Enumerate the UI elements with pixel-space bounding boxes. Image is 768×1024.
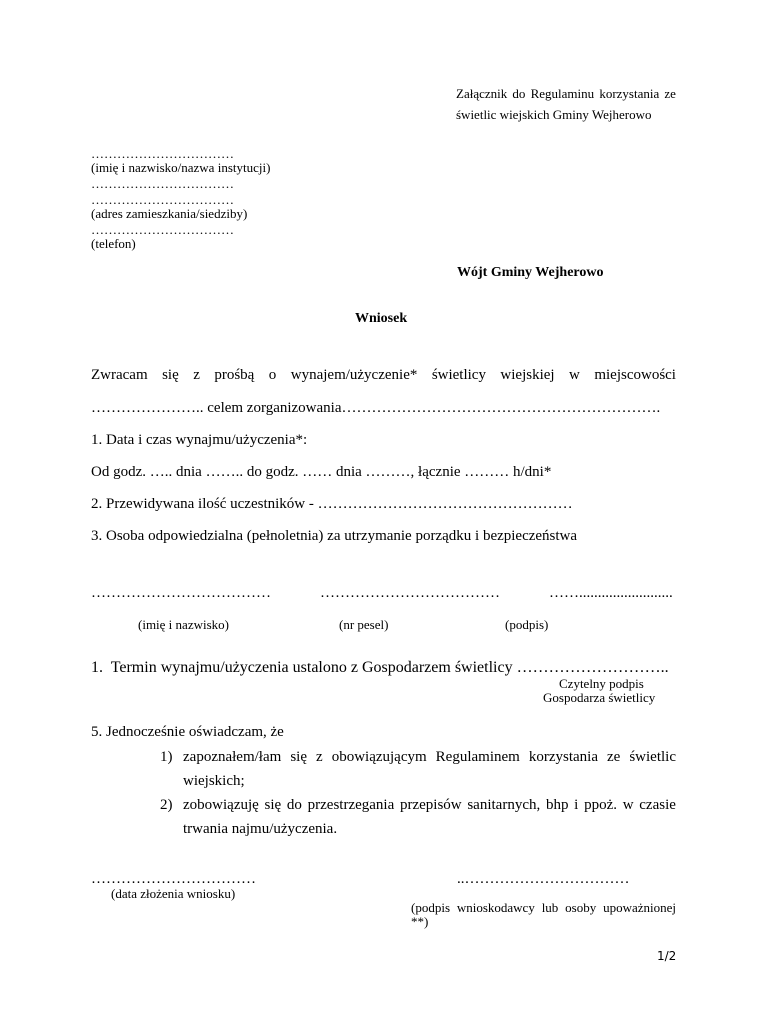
declaration-word: czasie xyxy=(639,797,676,813)
responsible-pesel-dots: ……………………………… xyxy=(320,585,500,601)
responsible-signature-label: (podpis) xyxy=(505,617,549,632)
declaration-item-1-num: 1) xyxy=(160,749,173,765)
declaration-word: ppoż. xyxy=(584,797,617,813)
item-2-participants: 2. Przewidywana ilość uczestników - …………………………………………… xyxy=(91,496,573,512)
intro-word: Zwracam xyxy=(91,367,148,383)
declaration-item-2-cont: trwania najmu/użyczenia. xyxy=(183,821,338,837)
intro-word: świetlicy xyxy=(431,367,486,383)
declaration-item-1-line xyxy=(183,749,676,766)
annex-word: Regulaminu xyxy=(530,86,595,101)
applicant-phone-label: (telefon) xyxy=(91,236,136,251)
intro-word: z xyxy=(193,367,200,383)
declaration-word: i xyxy=(574,797,579,813)
declaration-word: do xyxy=(286,797,302,813)
item-1-label: 1. Data i czas wynajmu/użyczenia*: xyxy=(91,432,308,448)
intro-word: wynajem/użyczenie* xyxy=(290,367,418,383)
page-number: 1/2 xyxy=(657,949,677,963)
caretaker-signature-label-1: Czytelny podpis xyxy=(559,676,644,691)
responsible-pesel-label: (nr pesel) xyxy=(339,617,389,632)
signature-label-word: (podpis xyxy=(411,900,450,915)
declaration-item-2-num: 2) xyxy=(160,797,173,813)
annex-word: ze xyxy=(664,86,676,101)
signature-label-word: osoby xyxy=(565,900,597,915)
term-line xyxy=(91,659,669,677)
intro-word: wiejskiej xyxy=(500,367,555,383)
signature-label-word: upoważnionej xyxy=(603,900,676,915)
term-number: 1. xyxy=(91,659,103,676)
caretaker-signature-label-2: Gospodarza świetlicy xyxy=(543,690,656,705)
applicant-address-label: (adres zamieszkania/siedziby) xyxy=(91,206,248,221)
declaration-word: zobowiązuję xyxy=(183,797,259,813)
declaration-word: Regulaminem xyxy=(435,749,520,765)
applicant-name-dots: …………………………… xyxy=(91,146,234,161)
declaration-word: korzystania xyxy=(528,749,598,765)
request-intro-line-2: ………………….. celem zorganizowania………………………………………………………. xyxy=(91,400,661,416)
recipient: Wójt Gminy Wejherowo xyxy=(457,265,604,280)
applicant-address-dots-1: …………………………… xyxy=(91,176,234,191)
declaration-item-2-line xyxy=(183,797,676,814)
declaration-word: w xyxy=(622,797,634,813)
declaration-word: przepisów xyxy=(399,797,462,813)
date-label: (data złożenia wniosku) xyxy=(111,886,236,901)
applicant-address-dots-2: …………………………… xyxy=(91,192,234,207)
declaration-item-1-cont: wiejskich; xyxy=(183,773,245,789)
signature-label-word: wnioskodawcy xyxy=(456,900,535,915)
declaration-word: bhp xyxy=(545,797,569,813)
declaration-word: się xyxy=(290,749,307,765)
annex-line-1 xyxy=(456,86,676,102)
applicant-phone-dots: …………………………… xyxy=(91,222,234,237)
declaration-word: świetlic xyxy=(629,749,676,765)
responsible-name-dots: ……………………………… xyxy=(91,585,271,601)
intro-word: o xyxy=(268,367,277,383)
intro-word: się xyxy=(162,367,179,383)
request-intro-line-1 xyxy=(91,367,676,384)
declaration-word: przestrzegania xyxy=(307,797,395,813)
annex-word: do xyxy=(512,86,526,101)
responsible-name-label: (imię i nazwisko) xyxy=(138,617,229,632)
declaration-word: z xyxy=(316,749,323,765)
applicant-signature-dots: ..…………………………… xyxy=(457,871,630,887)
applicant-name-label: (imię i nazwisko/nazwa instytucji) xyxy=(91,160,271,175)
intro-word: prośbą xyxy=(214,367,255,383)
declaration-word: obowiązującym xyxy=(331,749,427,765)
item-3-responsible: 3. Osoba odpowiedzialna (pełnoletnia) za utrzymanie porządku i bezpieczeństwa xyxy=(91,528,578,544)
declaration-word: ze xyxy=(607,749,621,765)
term-text: Termin wynajmu/użyczenia ustalono z Gospodarzem świetlicy ……………………….. xyxy=(110,659,669,676)
declaration-heading: 5. Jednocześnie oświadczam, że xyxy=(91,724,284,740)
annex-line-2: świetlic wiejskich Gminy Wejherowo xyxy=(456,107,652,122)
annex-word: Załącznik xyxy=(456,86,508,101)
declaration-word: zapoznałem/łam xyxy=(183,749,282,765)
applicant-signature-label xyxy=(411,900,676,916)
declaration-word: sanitarnych, xyxy=(467,797,541,813)
annex-word: korzystania xyxy=(599,86,660,101)
intro-word: w xyxy=(569,367,580,383)
signature-label-word: lub xyxy=(541,900,559,915)
applicant-signature-label-cont: **) xyxy=(411,914,429,929)
item-1-detail: Od godz. ….. dnia …….. do godz. …… dnia ………, łącznie ……… h/dni* xyxy=(91,464,552,480)
declaration-word: się xyxy=(264,797,282,813)
responsible-signature-dots: ……......................... xyxy=(549,585,673,601)
page-title: Wniosek xyxy=(355,311,408,326)
intro-word: miejscowości xyxy=(594,367,676,383)
date-dots: …………………………… xyxy=(91,871,256,887)
